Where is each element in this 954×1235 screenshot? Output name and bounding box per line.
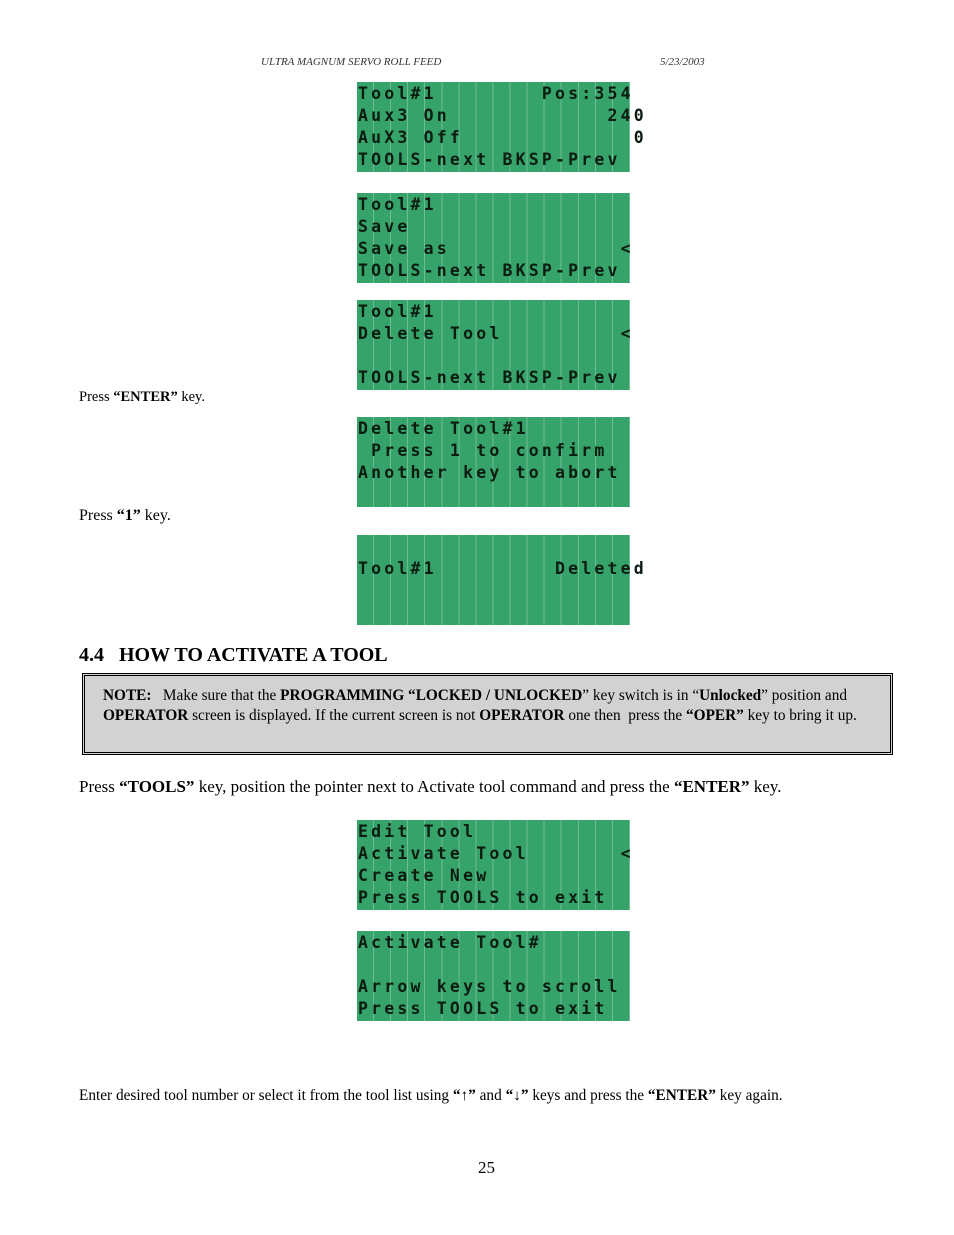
- lcd-line: Delete Tool <: [358, 324, 634, 343]
- lcd-screen-delete-tool: [357, 300, 634, 390]
- lcd-line: TOOLS-next BKSP-Prev: [358, 261, 621, 280]
- lcd-line: Press TOOLS to exit: [358, 888, 608, 907]
- lcd-line: Create New: [358, 866, 490, 885]
- section-title: 4.4 HOW TO ACTIVATE A TOOL: [79, 644, 388, 666]
- note-box: [82, 673, 893, 755]
- note-text: NOTE: Make sure that the PROGRAMMING “LOCKED / UNLOCKED” key switch is in “Unlocked” position and OPERATOR screen is displayed. If the current screen is not OPERATOR one then press the “OPER” key to bring it up.: [103, 687, 857, 724]
- lcd-line: Save as <: [358, 239, 634, 258]
- lcd-line: Press 1 to confirm: [358, 441, 608, 460]
- lcd-screen-delete-confirm: [357, 417, 630, 507]
- page-header-left: ULTRA MAGNUM SERVO ROLL FEED: [261, 56, 442, 68]
- lcd-line: Activate Tool <: [358, 844, 634, 863]
- lcd-line: Another key to abort: [358, 463, 621, 482]
- lcd-line: TOOLS-next BKSP-Prev: [358, 150, 621, 169]
- lcd-line: Delete Tool#1: [358, 419, 529, 438]
- lcd-line: AuX3 Off 0: [358, 128, 647, 147]
- lcd-line: TOOLS-next BKSP-Prev: [358, 368, 621, 387]
- lcd-line: Tool#1: [358, 195, 437, 214]
- page-header-date: 5/23/2003: [660, 56, 705, 68]
- caption-press-1: Press “1” key.: [79, 507, 171, 524]
- lcd-line: Activate Tool#: [358, 933, 542, 952]
- lcd-screen-tool-aux: [357, 82, 647, 172]
- caption-press-enter: Press “ENTER” key.: [79, 389, 205, 405]
- lcd-line: Aux3 On 240: [358, 106, 647, 125]
- instruction-text: Press “TOOLS” key, position the pointer next to Activate tool command and press the “ENTER” key.: [79, 777, 782, 796]
- lcd-line: Arrow keys to scroll: [358, 977, 621, 996]
- lcd-line: Tool#1 Pos:354: [358, 84, 634, 103]
- lcd-screen-deleted: [357, 535, 647, 625]
- lcd-screen-save: [357, 193, 634, 283]
- page-number: 25: [478, 1158, 495, 1177]
- lcd-line: Save: [358, 217, 411, 236]
- lcd-screen-activate-tool: [357, 931, 630, 1021]
- lcd-line: Press TOOLS to exit: [358, 999, 608, 1018]
- lcd-line: Tool#1: [358, 302, 437, 321]
- lcd-screen-tools-menu: [357, 820, 634, 910]
- lcd-line: Edit Tool: [358, 822, 477, 841]
- lcd-line: Tool#1 Deleted: [358, 559, 647, 578]
- final-instruction-text: Enter desired tool number or select it from the tool list using “↑” and “↓” keys and press the “ENTER” key again.: [79, 1087, 783, 1104]
